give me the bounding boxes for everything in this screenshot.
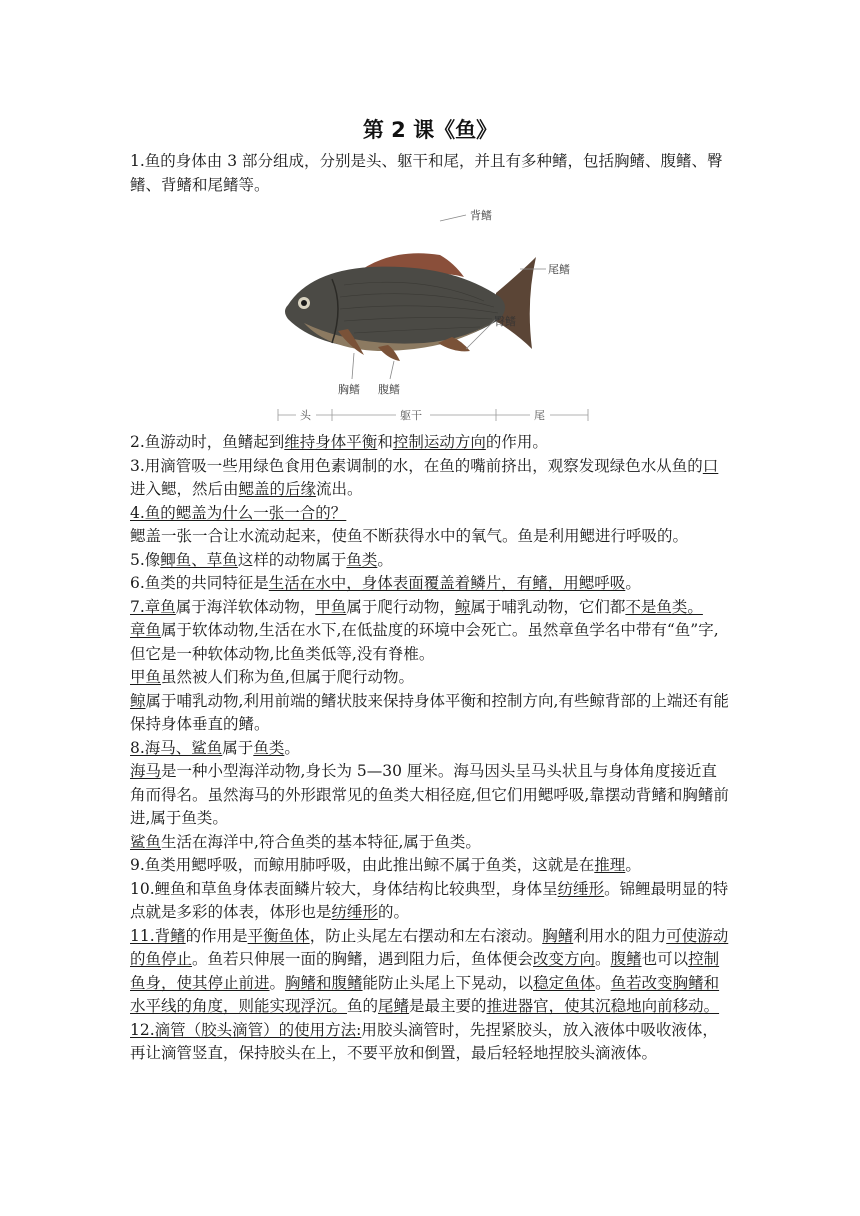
paragraph-4-question: 4.鱼的鳃盖为什么一张一合的？: [130, 503, 347, 522]
document-body: [130, 150, 730, 1066]
paragraph-7-whale: 鲸属于哺乳动物,利用前端的鳍状肢来保持身体平衡和控制方向,有些鲸背部的上端还有能保持身体垂直的鳍。: [130, 691, 729, 733]
paragraph-8-shark: 鲨鱼生活在海洋中,符合鱼类的基本特征,属于鱼类。: [130, 832, 481, 851]
paragraph-11: 11.背鳍的作用是平衡鱼体，防止头尾左右摆动和左右滚动。胸鳍利用水的阻力可使游动的鱼停止。鱼若只伸展一面的胸鳍，遇到阻力后，鱼体便会改变方向。腹鳍也可以控制鱼身，使其停止前进。胸鳍和腹鳍能防止头尾上下晃动，以稳定鱼体。鱼若改变胸鳍和水平线的角度，则能实现浮沉。鱼的尾鳍是最主要的推进器官，使其沉稳地向前移动。: [130, 926, 729, 1015]
paragraph-8: 8.海马、鲨鱼属于鱼类。: [130, 738, 300, 757]
paragraph-1: 1.鱼的身体由 3 部分组成，分别是头、躯干和尾，并且有多种鳍，包括胸鳍、腹鳍、臀鳍、背鳍和尾鳍等。: [130, 152, 723, 194]
paragraph-4-answer: 鳃盖一张一合让水流动起来，使鱼不断获得水中的氧气。鱼是利用鳃进行呼吸的。: [130, 527, 689, 545]
label-caudal-fin: 尾鳍: [548, 263, 570, 276]
paragraph-7-octopus: 章鱼属于软体动物,生活在水下,在低盐度的环境中会死亡。虽然章鱼学名中带有“鱼”字,但它是一种软体动物,比鱼类低等,没有脊椎。: [130, 621, 719, 663]
paragraph-12: 12.滴管（胶头滴管）的使用方法:用胶头滴管时，先捏紧胶头，放入液体中吸收液体，再让滴管竖直，保持胶头在上，不要平放和倒置，最后轻轻地捏胶头滴液体。: [130, 1020, 718, 1062]
paragraph-6: 6.鱼类的共同特征是生活在水中，身体表面覆盖着鳞片，有鳍，用鳃呼吸。: [130, 574, 641, 592]
paragraph-7: 7.章鱼属于海洋软体动物，甲鱼属于爬行动物，鲸属于哺乳动物，它们都不是鱼类。: [130, 597, 703, 616]
fish-illustration: [274, 201, 594, 427]
label-anal-fin: 臀鳍: [494, 315, 516, 328]
label-pectoral-fin: 胸鳍: [338, 383, 360, 396]
paragraph-5: 5.像鲫鱼、草鱼这样的动物属于鱼类。: [130, 550, 393, 569]
label-head: 头: [300, 409, 311, 422]
paragraph-2: 2.鱼游动时，鱼鳍起到维持身体平衡和控制运动方向的作用。: [130, 433, 548, 451]
paragraph-10: 10.鲤鱼和草鱼身体表面鳞片较大，身体结构比较典型，身体呈纺缍形。锦鲤最明显的特点就是多彩的体表，体形也是纺缍形的。: [130, 879, 729, 921]
label-trunk: 躯干: [400, 409, 422, 422]
paragraph-7-turtle: 甲鱼虽然被人们称为鱼,但属于爬行动物。: [130, 668, 414, 686]
label-dorsal-fin: 背鳍: [470, 209, 492, 222]
paragraph-9: 9.鱼类用鳃呼吸，而鲸用肺呼吸，由此推出鲸不属于鱼类，这就是在推理。: [130, 856, 641, 874]
paragraph-8-seahorse: 海马是一种小型海洋动物,身长为 5—30 厘米。海马因头呈马头状且与身体角度接近直角而得名。虽然海马的外形跟常见的鱼类大相径庭,但它们用鳃呼吸,靠摆动背鳍和胸鳍前进,属于鱼类。: [130, 762, 729, 827]
label-tail: 尾: [534, 409, 545, 422]
paragraph-3: 3.用滴管吸一些用绿色食用色素调制的水，在鱼的嘴前挤出，观察发现绿色水从鱼的口进入鳃，然后由鳃盖的后缘流出。: [130, 456, 719, 498]
page-title: 第 2 课《鱼》: [362, 118, 498, 142]
fish-diagram: [130, 199, 730, 431]
label-pelvic-fin: 腹鳍: [378, 383, 400, 396]
